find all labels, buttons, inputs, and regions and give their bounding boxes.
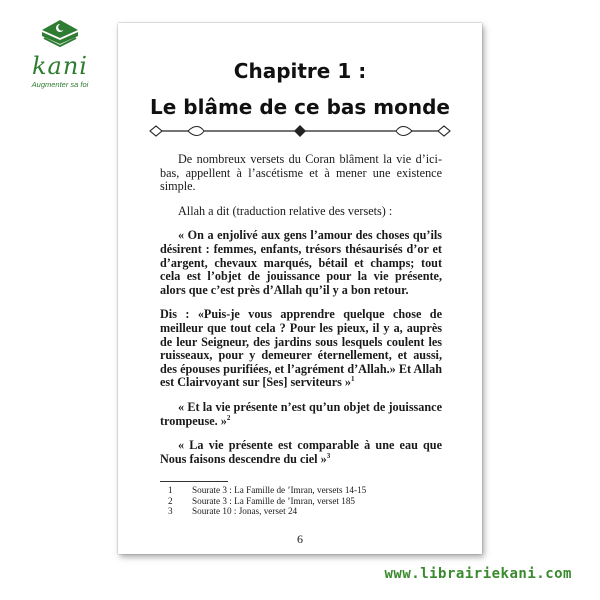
ornamental-divider xyxy=(148,123,452,139)
chapter-body xyxy=(160,153,442,477)
verse-quote-4: « La vie présente est comparable à une eau que Nous faisons descendre du ciel »$^3$ xyxy=(160,438,442,466)
verse-quote-3: « Et la vie présente n’est qu’un objet de jouissance trompeuse. »$^2$ xyxy=(160,399,442,428)
footnote-ref-1[interactable]: 1 xyxy=(351,375,355,384)
paragraph-allah-said: Allah a dit (traduction relative des versets) : xyxy=(178,203,393,218)
website-url[interactable]: www.librairiekani.com xyxy=(384,566,572,582)
footnote: 3 Sourate 10 : Jonas, verset 24 xyxy=(168,506,298,516)
footnote-separator xyxy=(160,481,228,482)
book-page xyxy=(118,23,482,554)
kani-logo xyxy=(20,14,100,104)
logo-tagline: Augmenter sa foi xyxy=(31,80,89,89)
footnote: 1 Sourate 3 : La Famille de ’Imran, versets 14-15 xyxy=(168,485,367,495)
verse-quote-1: « On a enjolivé aux gens l’amour des choses qu’ils désirent : femmes, enfants, trésors thésaurisés d’or et d’argent, chevaux marqués, bétail et champs; tout cela est l’objet de jouissance pour la vie présente, alors que c’est près d’Allah qu’il y a bon retour. xyxy=(160,228,442,297)
chapter-number: Chapitre 1 : xyxy=(233,59,367,83)
logo-wordmark: kani xyxy=(32,52,88,80)
verse-quote-2: Dis : «Puis-je vous apprendre quelque chose de meilleur que tout cela ? Pour les pieux, il y a, auprès de leur Seigneur, des jardins sous lesquels coulent les ruisseaux, pour y demeurer éternellement, et aussi, des épouses purifiées, et l’agrément d’Allah.» Et Allah est Clairvoyant sur [Ses] serviteurs »$^1$ xyxy=(160,307,442,390)
paragraph-intro: De nombreux versets du Coran blâment la vie d’ici-bas, appellent à l’ascétisme et à mener une existence simple. xyxy=(160,152,442,194)
footnote-ref-2[interactable]: 2 xyxy=(226,413,231,422)
chapter-title: Le blâme de ce bas monde xyxy=(150,95,450,119)
footnote-ref-3[interactable]: 3 xyxy=(326,451,331,460)
book-crescent-icon xyxy=(38,14,82,54)
footnote: 2 Sourate 3 : La Famille de ’Imran, verset 185 xyxy=(168,495,356,506)
footnotes xyxy=(168,485,448,517)
page-number: 6 xyxy=(297,532,303,546)
